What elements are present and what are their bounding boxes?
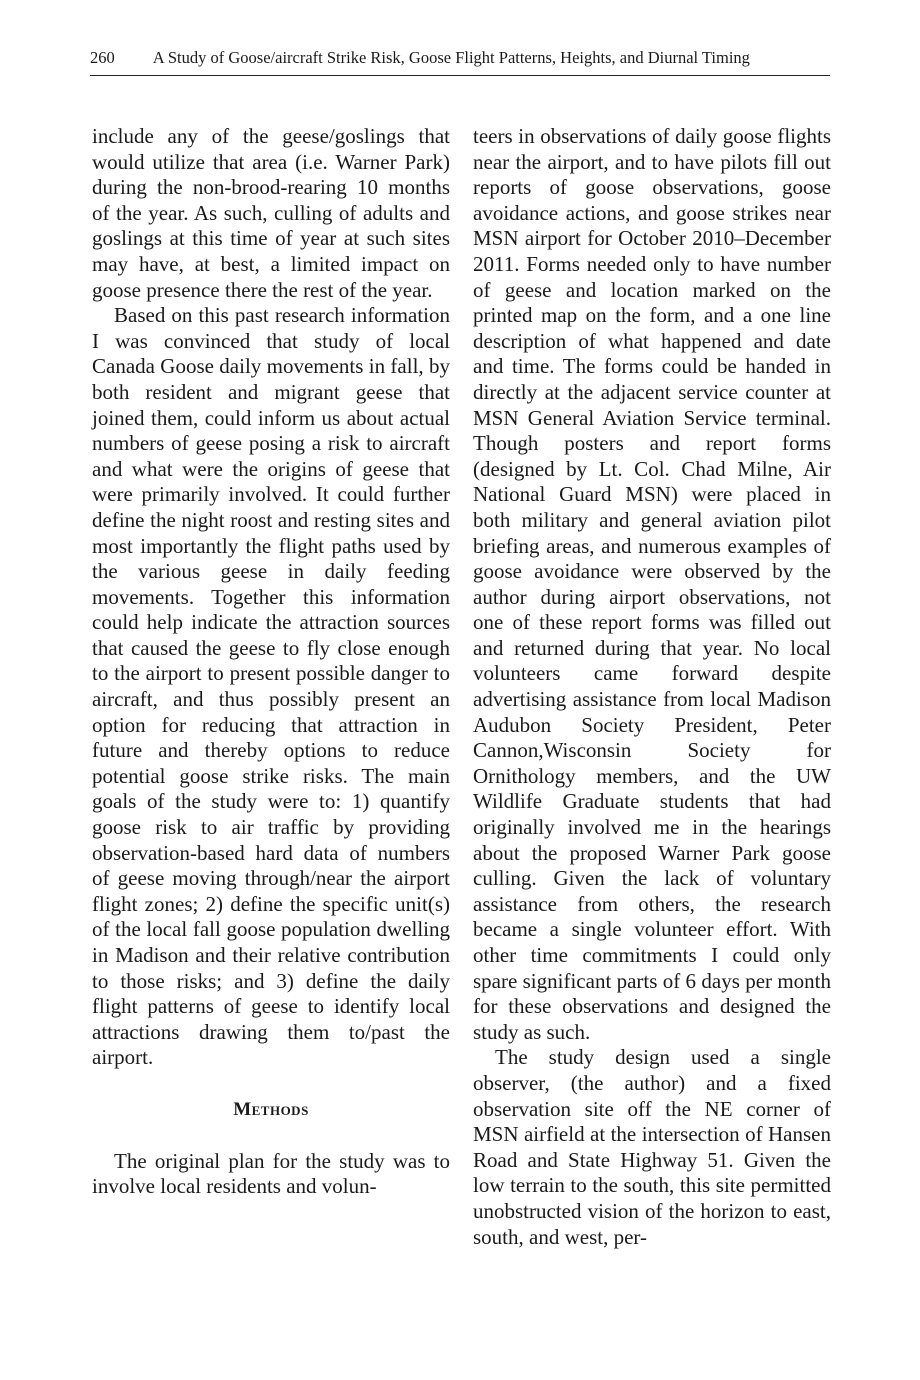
running-title: A Study of Goose/aircraft Strike Risk, Goose Flight Patterns, Heights, and Diurnal Timing <box>152 48 750 67</box>
section-heading-methods: Methods <box>233 1098 309 1120</box>
right-column <box>473 124 831 1250</box>
paragraph-methods-start: The original plan for the study was to involve local residents and volun- <box>92 1148 450 1199</box>
paragraph-goals: Based on this past research information I was convinced that study of local Canada Goose daily movements in fall, by both resident and migrant geese that joined them, could inform us about actual numbers of geese posing a risk to aircraft and what were the origins of geese that were primarily involved. It could further define the night roost and resting sites and most importantly the flight paths used by the various geese in daily feeding movements. Together this information could help indicate the attraction sources that caused the geese to fly close enough to the airport to present possible danger to aircraft, and thus possibly present an option for reducing that attraction in future and thereby options to reduce potential goose strike risks. The main goals of the study were to: 1) quantify goose risk to air traffic by providing observation-based hard data of numbers of geese moving through/near the airport flight zones; 2) define the specific unit(s) of the local fall goose population dwelling in Madison and their relative contribution to those risks; and 3) define the daily flight patterns of geese to identify local attractions drawing them to/past the airport. <box>92 303 450 1070</box>
paragraph-volunteers: teers in observations of daily goose flights near the airport, and to have pilots fill out reports of goose observations, goose avoidance actions, and goose strikes near MSN airport for October 2010–December 2011. Forms needed only to have number of geese and location marked on the printed map on the form, and a one line description of what happened and date and time. The forms could be handed in directly at the adjacent service counter at MSN General Aviation Service terminal. Though posters and report forms (designed by Lt. Col. Chad Milne, Air National Guard MSN) were placed in both military and general aviation pilot briefing areas, and numerous examples of goose avoidance were observed by the author during airport observations, not one of these report forms was filled out and returned during that year. No local volunteers came forward despite advertising assistance from local Madison Audubon Society President, Peter Cannon,Wisconsin Society for Ornithology members, and the UW Wildlife Graduate students that had originally involved me in the hearings about the proposed Warner Park goose culling. Given the lack of voluntary assistance from others, the research became a single volunteer effort. With other time commitments I could only spare significant parts of 6 days per month for these observations and designed the study as such. <box>473 124 831 1044</box>
page-number: 260 <box>90 48 115 67</box>
header-rule <box>90 75 830 76</box>
paragraph-study-design: The study design used a single observer, (the author) and a fixed observation site off the NE corner of MSN airfield at the intersection of Hansen Road and State Highway 51. Given the low terrain to the south, this site permitted unobstructed vision of the horizon to east, south, and west, per- <box>473 1045 831 1249</box>
running-header <box>90 48 830 68</box>
paragraph-continued: include any of the geese/goslings that would utilize that area (i.e. Warner Park) during the non-brood-rearing 10 months of the year. As such, culling of adults and goslings at this time of year at such sites may have, at best, a limited impact on goose presence there the rest of the year. <box>92 124 450 302</box>
left-column <box>92 124 450 1200</box>
